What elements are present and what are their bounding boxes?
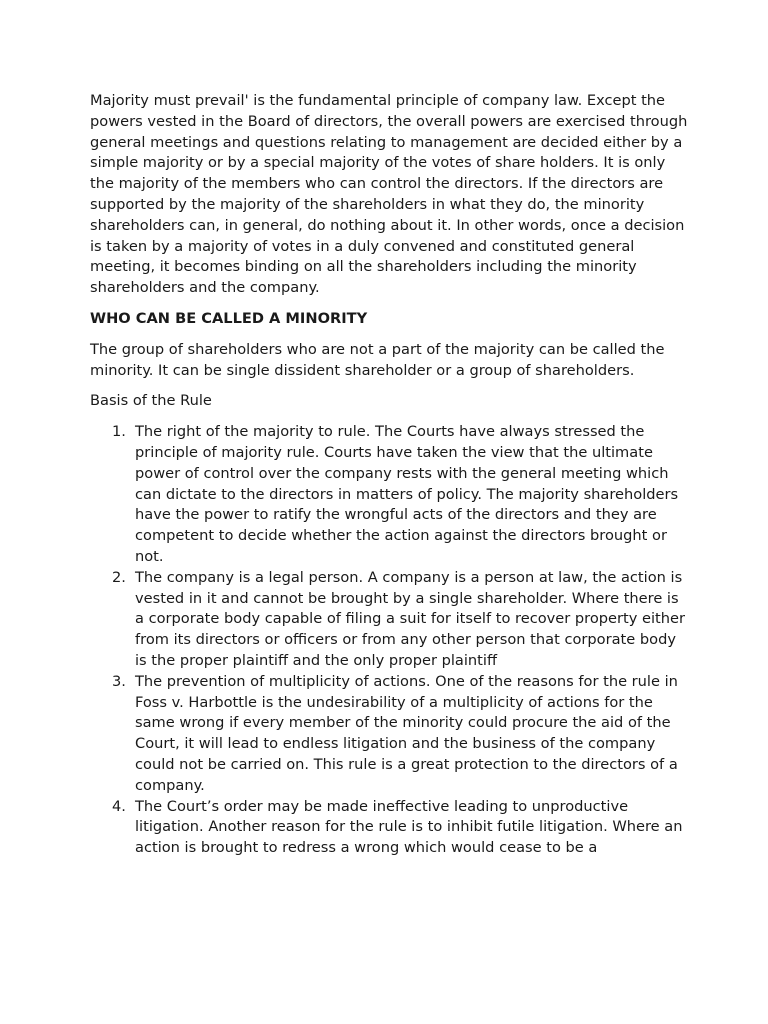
basis-list-item [90, 422, 690, 568]
minority-paragraph: The group of shareholders who are not a part of the majority can be called the minority. It can be single dissident shareholder or a group of shareholders. [90, 340, 665, 379]
list-item-text: The right of the majority to rule. The Courts have always stressed the principle of majority rule. Courts have taken the view that the ultimate power of control over the company rests with the general meeting which can dictate to the directors in matters of policy. The majority shareholders have the power to ratify the wrongful acts of the directors and they are competent to decide whether the action against the directors brought or not. [135, 423, 679, 565]
list-item-number: 2. [112, 568, 126, 586]
basis-list-item [90, 797, 690, 859]
list-item-number: 4. [112, 797, 126, 815]
basis-heading: Basis of the Rule [90, 392, 212, 410]
basis-list-item [90, 568, 690, 672]
list-item-text: The Court’s order may be made ineffective leading to unproductive litigation. Another reason for the rule is to inhibit futile litigation. Where an action is brought to redress a wrong which would cease to be a [135, 797, 683, 857]
intro-paragraph: Majority must prevail' is the fundamental principle of company law. Except the powers vested in the Board of directors, the overall powers are exercised through general meetings and questions relating to management are decided either by a simple majority or by a special majority of the votes of share holders. It is only the majority of the members who can control the directors. If the directors are supported by the majority of the shareholders in what they do, the minority shareholders can, in general, do nothing about it. In other words, once a decision is taken by a majority of votes in a duly convened and constituted general meeting, it becomes binding on all the shareholders including the minority shareholders and the company. [90, 92, 688, 297]
basis-list-item [90, 672, 690, 797]
minority-heading: WHO CAN BE CALLED A MINORITY [90, 309, 368, 327]
basis-list [90, 422, 690, 859]
list-item-number: 3. [112, 672, 126, 690]
document-page [90, 91, 690, 859]
list-item-number: 1. [112, 423, 126, 441]
list-item-text: The company is a legal person. A company is a person at law, the action is vested in it and cannot be brought by a single shareholder. Where there is a corporate body capable of filing a suit for itself to recover property either from its directors or officers or from any other person that corporate body is the proper plaintiff and the only proper plaintiff [135, 568, 686, 669]
list-item-text: The prevention of multiplicity of actions. One of the reasons for the rule in Foss v. Harbottle is the undesirability of a multiplicity of actions for the same wrong if every member of the minority could procure the aid of the Court, it will lead to endless litigation and the business of the company could not be carried on. This rule is a great protection to the directors of a company. [135, 672, 678, 794]
